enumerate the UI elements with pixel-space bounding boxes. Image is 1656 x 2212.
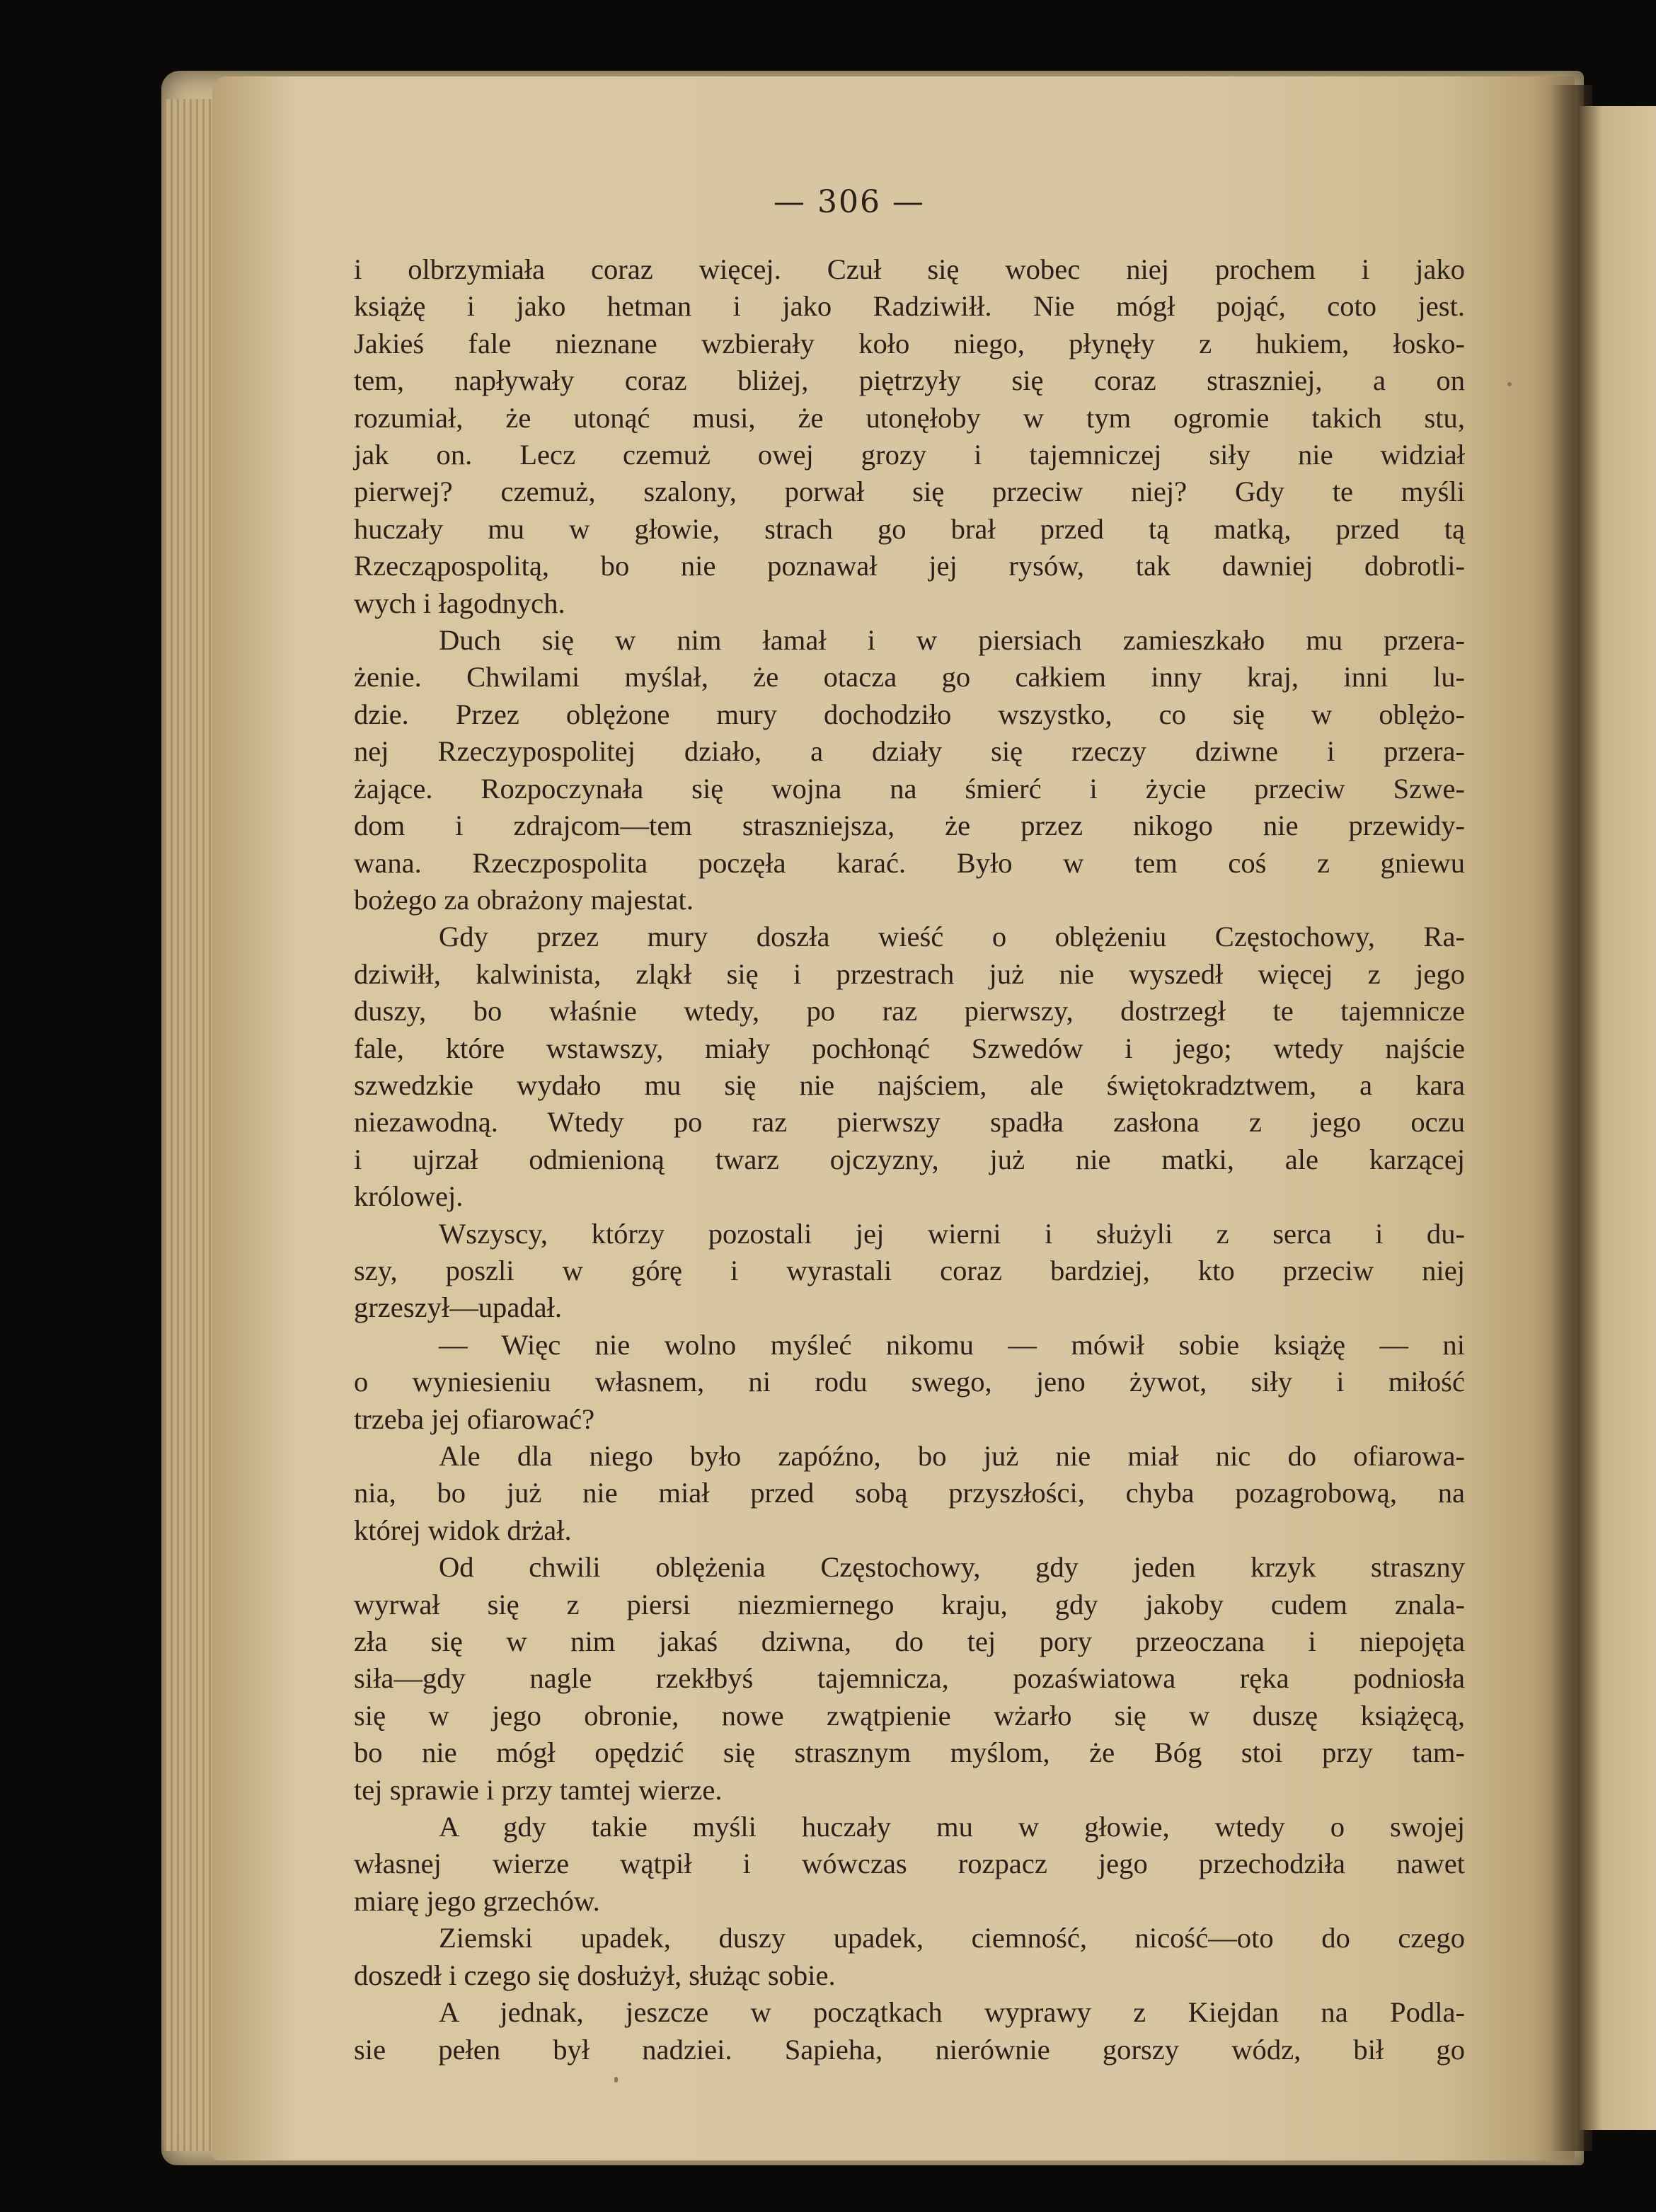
text-line: nia, bo już nie miał przed sobą przyszłości, chyba pozagrobową, na xyxy=(354,1477,1465,1509)
text-line: pierwej? czemuż, szalony, porwał się przeciw niej? Gdy te myśli xyxy=(354,476,1465,508)
text-line: sie pełen był nadziei. Sapieha, nierównie gorszy wódz, bił go xyxy=(354,2033,1465,2066)
text-line: o wyniesieniu własnem, ni rodu swego, jeno żywot, siły i miłość xyxy=(354,1366,1465,1398)
text-line: żenie. Chwilami myślał, że otacza go całkiem inny kraj, inni lu- xyxy=(354,661,1465,693)
text-line: Ale dla niego było zapóźno, bo już nie miał nic do ofiarowa- xyxy=(439,1440,1465,1472)
text-line: Duch się w nim łamał i w piersiach zamieszkało mu przera- xyxy=(439,624,1465,657)
text-line: bożego za obrażony majestat. xyxy=(354,883,694,916)
text-line: żające. Rozpoczynała się wojna na śmierć i życie przeciw Szwe- xyxy=(354,772,1465,805)
text-line: wyrwał się z piersi niezmiernego kraju, gdy jakoby cudem znala- xyxy=(354,1588,1465,1620)
text-line: duszy, bo właśnie wtedy, po raz pierwszy, dostrzegł te tajemnicze xyxy=(354,995,1465,1027)
text-line: dom i zdrajcom—tem straszniejsza, że przez nikogo nie przewidy- xyxy=(354,810,1465,842)
text-line: Gdy przez mury doszła wieść o oblężeniu Częstochowy, Ra- xyxy=(439,921,1465,953)
text-line: dziwiłł, kalwinista, zląkł się i przestrach już nie wyszedł więcej z jego xyxy=(354,957,1465,990)
text-line: siła—gdy nagle rzekłbyś tajemnicza, pozaświatowa ręka podniosła xyxy=(354,1662,1465,1695)
text-line: niezawodną. Wtedy po raz pierwszy spadła zasłona z jego oczu xyxy=(354,1106,1465,1139)
text-line: huczały mu w głowie, strach go brał przed tą matką, przed tą xyxy=(354,512,1465,545)
text-line: wych i łagodnych. xyxy=(354,587,565,619)
page-number: — 306 — xyxy=(774,184,925,220)
text-line: trzeba jej ofiarować? xyxy=(354,1402,595,1435)
text-line: doszedł i czego się dosłużył, służąc sobie. xyxy=(354,1959,836,1991)
text-line: jak on. Lecz czemuż owej grozy i tajemniczej siły nie widział xyxy=(354,439,1465,471)
paper-speck xyxy=(1507,382,1512,386)
text-line: tem, napływały coraz bliżej, piętrzyły się coraz straszniej, a on xyxy=(354,364,1465,397)
text-line: bo nie mógł opędzić się strasznym myślom, że Bóg stoi przy tam- xyxy=(354,1736,1465,1769)
text-line: książę i jako hetman i jako Radziwiłł. Nie mógł pojąć, coto jest. xyxy=(354,290,1465,323)
text-line: tej sprawie i przy tamtej wierze. xyxy=(354,1773,723,1806)
text-line: miarę jego grzechów. xyxy=(354,1884,600,1917)
text-line: dzie. Przez oblężone mury dochodziło wszystko, co się w oblężo- xyxy=(354,698,1465,730)
text-line: szy, poszli w górę i wyrastali coraz bardziej, kto przeciw niej xyxy=(354,1254,1465,1286)
text-line: rozumiał, że utonąć musi, że utonęłoby w tym ogromie takich stu, xyxy=(354,401,1465,434)
text-line: się w jego obronie, nowe zwątpienie wżarło się w duszę książęcą, xyxy=(354,1699,1465,1732)
page-body-text xyxy=(354,251,1465,2068)
text-line: Wszyscy, którzy pozostali jej wierni i służyli z serca i du- xyxy=(439,1217,1465,1250)
paper-speck xyxy=(614,2077,618,2083)
text-line: A gdy takie myśli huczały mu w głowie, wtedy o swojej xyxy=(439,1811,1465,1843)
text-line: Jakieś fale nieznane wzbierały koło niego, płynęły z hukiem, łosko- xyxy=(354,327,1465,359)
text-line: Rzecząpospolitą, bo nie poznawał jej rysów, tak dawniej dobrotli- xyxy=(354,550,1465,582)
text-line: której widok drżał. xyxy=(354,1514,572,1546)
text-line: szwedzkie wydało mu się nie najściem, ale świętokradztwem, a kara xyxy=(354,1068,1465,1101)
text-line: i ujrzał odmienioną twarz ojczyzny, już nie matki, ale karzącej xyxy=(354,1143,1465,1175)
text-line: Ziemski upadek, duszy upadek, ciemność, nicość—oto do czego xyxy=(439,1922,1465,1954)
text-line: własnej wierze wątpił i wówczas rozpacz jego przechodziła nawet xyxy=(354,1848,1465,1880)
text-line: Od chwili oblężenia Częstochowy, gdy jeden krzyk straszny xyxy=(439,1551,1465,1584)
text-line: grzeszył—upadał. xyxy=(354,1291,563,1324)
text-line: królowej. xyxy=(354,1180,464,1213)
text-line: — Więc nie wolno myśleć nikomu — mówił sobie książę — ni xyxy=(439,1328,1465,1361)
text-line: zła się w nim jakaś dziwna, do tej pory przeoczana i niepojęta xyxy=(354,1625,1465,1658)
text-line: nej Rzeczypospolitej działo, a działy się rzeczy dziwne i przera- xyxy=(354,735,1465,768)
text-line: wana. Rzeczpospolita poczęła karać. Było w tem coś z gniewu xyxy=(354,846,1465,879)
text-line: A jednak, jeszcze w początkach wyprawy z Kiejdan na Podla- xyxy=(439,1996,1465,2029)
text-line: fale, które wstawszy, miały pochłonąć Szwedów i jego; wtedy najście xyxy=(354,1032,1465,1064)
text-line: i olbrzymiała coraz więcej. Czuł się wobec niej prochem i jako xyxy=(354,253,1465,285)
facing-page-edge xyxy=(1580,106,1656,2130)
